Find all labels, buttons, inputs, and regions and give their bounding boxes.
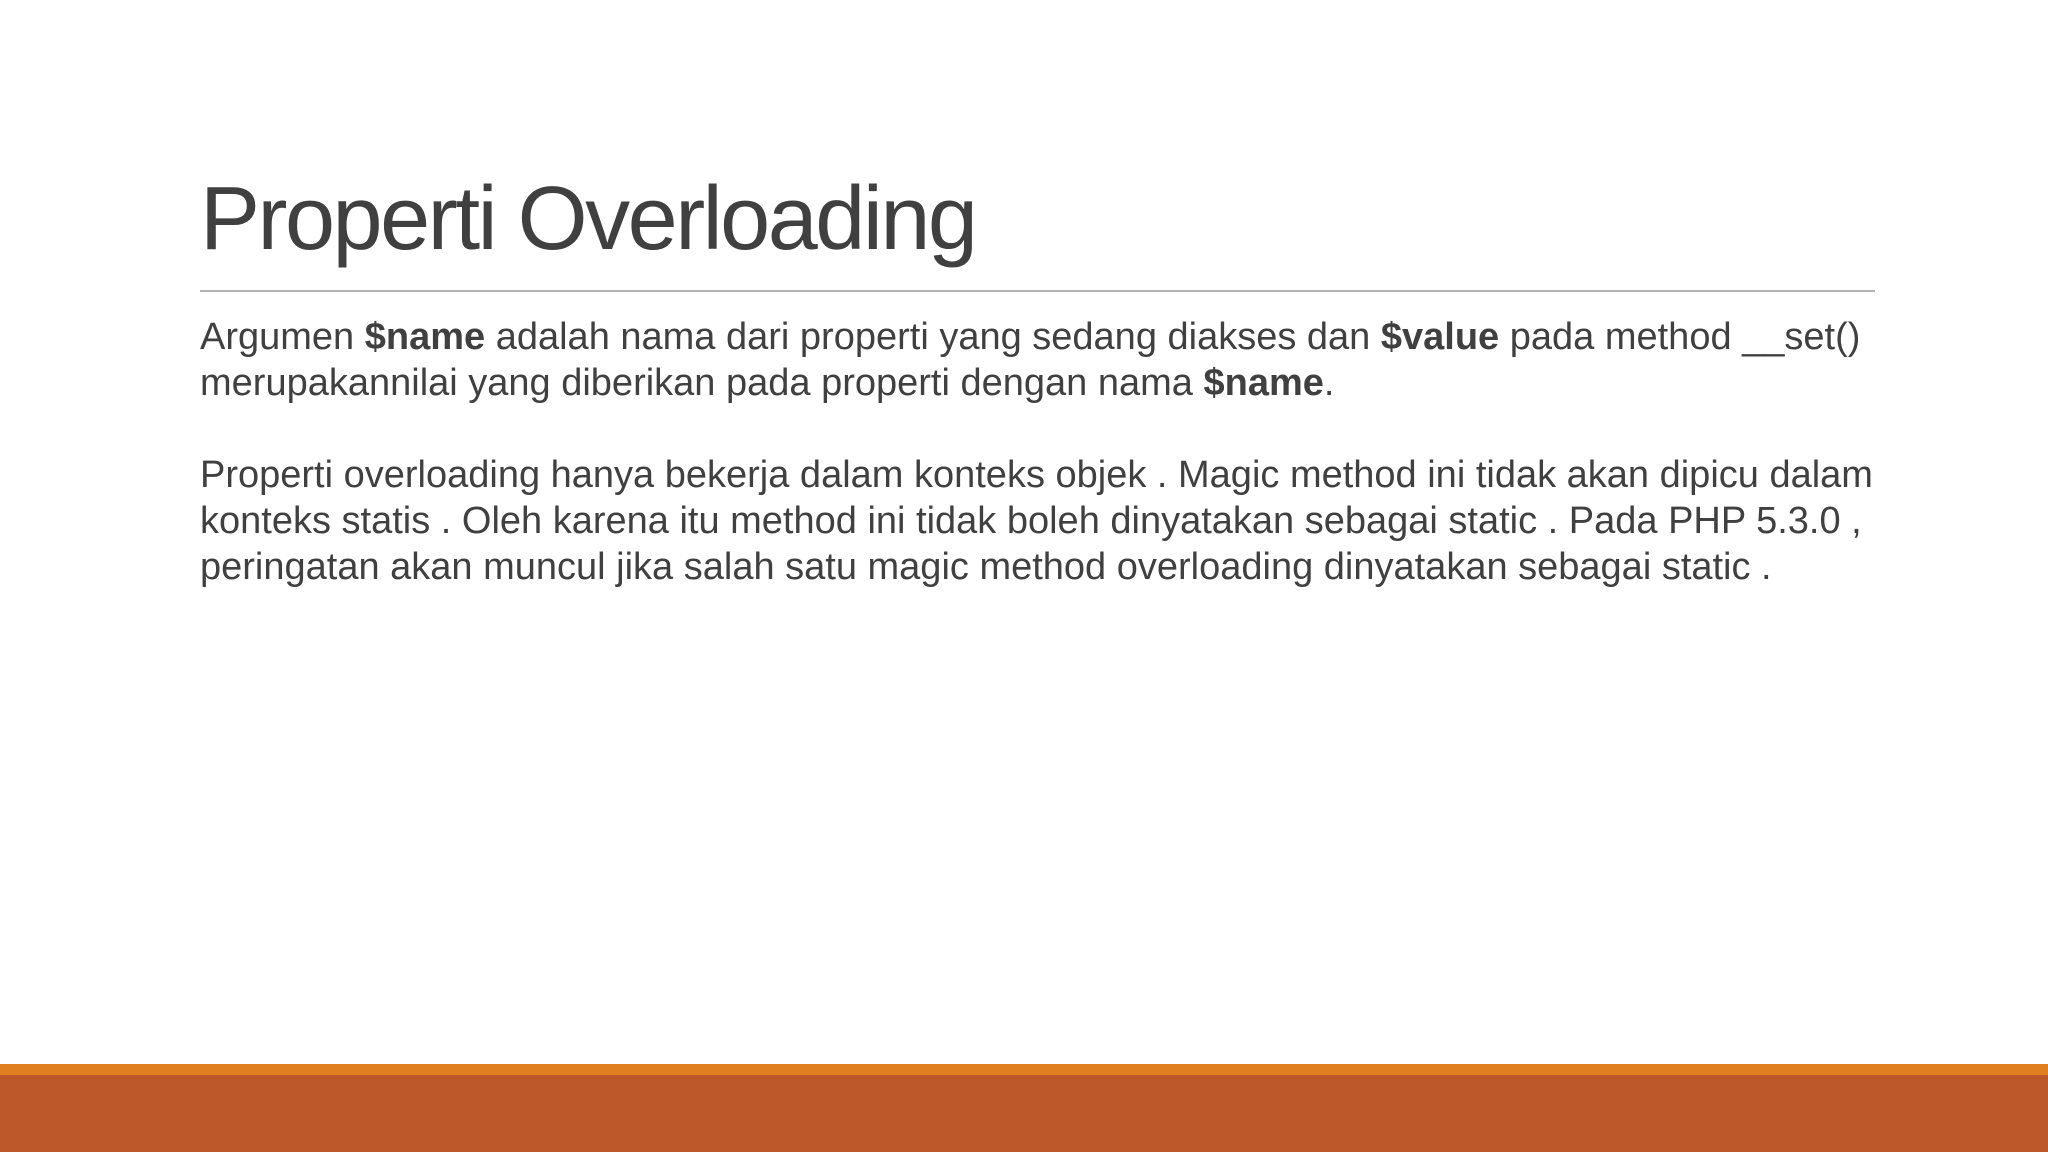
paragraph-text: Argumen xyxy=(200,316,365,358)
paragraph-text: . xyxy=(1323,362,1335,404)
slide-body xyxy=(200,314,1890,590)
code-term-name: $name xyxy=(364,316,486,358)
paragraph-text: pada method __set() merupakannilai yang diberikan pada properti dengan nama xyxy=(200,316,1861,404)
code-term-value: $value xyxy=(1380,316,1500,358)
footer-accent-stripe xyxy=(0,1064,2048,1075)
paragraph-text: adalah nama dari properti yang sedang diakses dan xyxy=(485,316,1381,358)
paragraph-arguments xyxy=(200,314,1890,406)
paragraph-overloading-context: Properti overloading hanya bekerja dalam konteks objek . Magic method ini tidak akan dipicu dalam konteks statis . Oleh karena itu method ini tidak boleh dinyatakan sebagai static . Pada PHP 5.3.0 , peringatan akan muncul jika salah satu magic method overloading dinyatakan sebagai static . xyxy=(200,454,1873,588)
title-divider xyxy=(200,290,1875,292)
footer-bar xyxy=(0,1075,2048,1152)
code-term-name: $name xyxy=(1203,362,1324,404)
slide-title: Properti Overloading xyxy=(200,169,976,269)
